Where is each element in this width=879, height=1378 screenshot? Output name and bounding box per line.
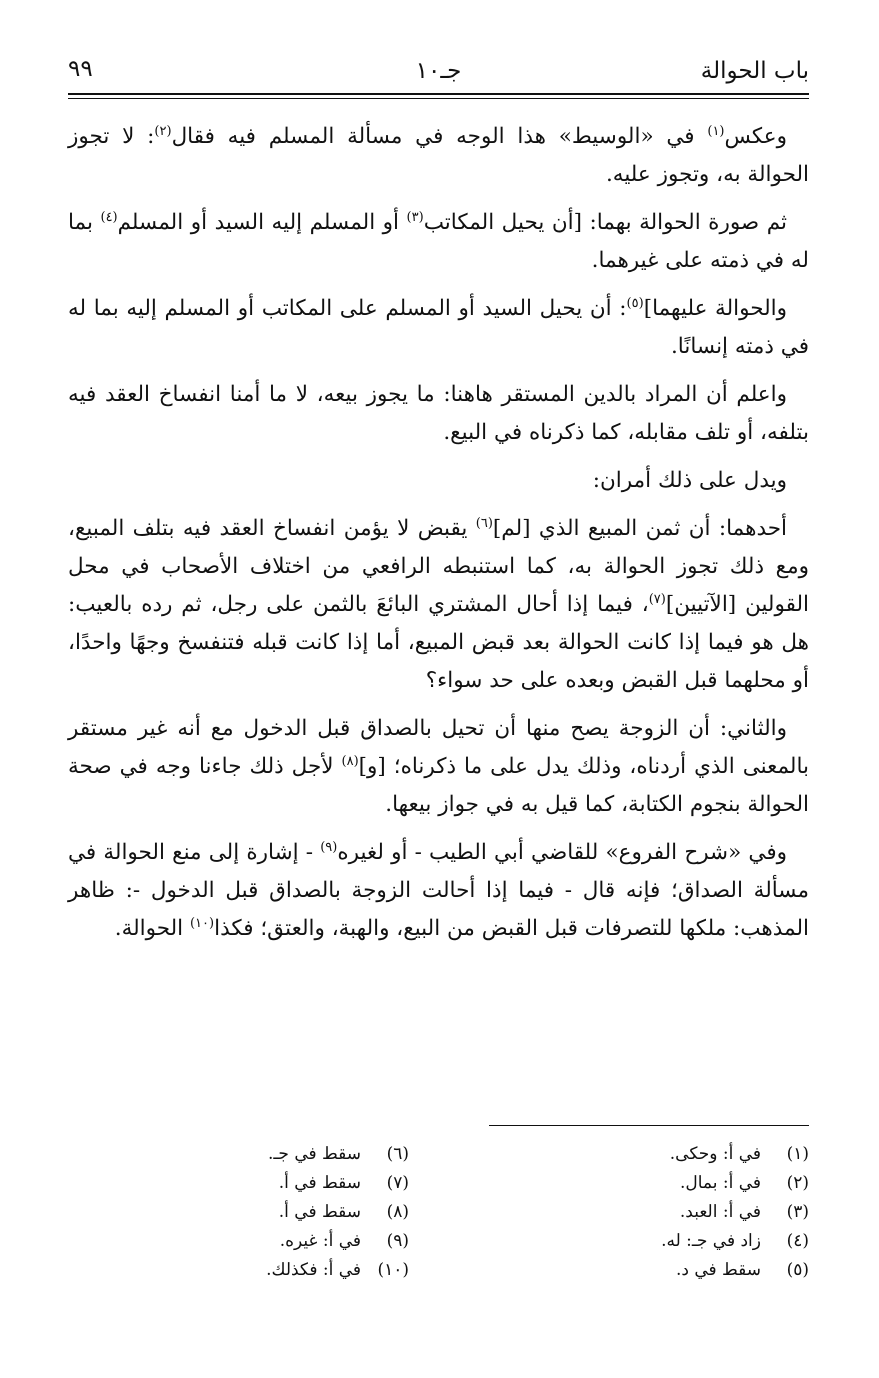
footnote-number: (٥) <box>786 1260 809 1280</box>
header-rule-thin <box>68 98 809 99</box>
footnote-marker: (١٠) <box>189 915 215 931</box>
footnote-number: (٣) <box>786 1202 809 1222</box>
text-run: ثم صورة الحوالة بهما: [أن يحيل المكاتب <box>423 210 787 235</box>
footnote-item <box>49 1169 409 1198</box>
paragraph <box>68 204 809 280</box>
text-run: يقبض لا يؤمن انفساخ العقد فيه بتلف المبيع، ومع ذلك تجوز الحوالة به، كما استنبطه الرافعي من اختلاف الأصحاب في محل القولين [الآتيين] <box>68 516 809 617</box>
footnote-marker: (٢) <box>154 123 172 139</box>
footnote-number: (١) <box>786 1144 809 1164</box>
footnote-marker: (٣) <box>406 209 424 225</box>
footnote-marker: (١) <box>707 123 725 139</box>
footnote-item <box>449 1256 809 1285</box>
footnote-marker: (٦) <box>475 515 493 531</box>
paragraph <box>68 290 809 366</box>
footnote-marker: (٥) <box>626 295 644 311</box>
paragraph <box>68 462 809 500</box>
text-run: : لا تجوز الحوالة به، وتجوز عليه. <box>68 124 809 187</box>
footnote-number: (٧) <box>386 1173 409 1193</box>
text-run: - إشارة إلى منع الحوالة في مسألة الصداق؛ فإنه قال - فيما إذا أحالت الزوجة بالصداق قبل الدخول -: ظاهر المذهب: ملكها للتصرفات قبل القبض من البيع، والهبة، والعتق؛ فكذا <box>68 840 809 941</box>
footnote-item <box>449 1140 809 1169</box>
text-run: وعكس <box>724 124 787 149</box>
footnote-number: (٢) <box>786 1173 809 1193</box>
footnote-text: سقط في جـ. <box>268 1144 361 1164</box>
paragraph <box>68 510 809 700</box>
text-run: : أن يحيل السيد أو المسلم على المكاتب أو المسلم إليه بما له في ذمته إنسانًا. <box>68 296 809 359</box>
text-run: في «الوسيط» هذا الوجه في مسألة المسلم فيه فقال <box>171 124 708 149</box>
text-run: ، فيما إذا أحال المشتري البائعَ بالثمن على رجل، ثم رده بالعيب: هل هو فيما إذا كانت الحوالة بعد قبض المبيع، أما إذا كانت قبله فتنفسخ وجهًا واحدًا، أو محلهما قبل القبض وبعده على حد سواء؟ <box>68 592 809 693</box>
paragraph <box>68 834 809 948</box>
paragraph <box>68 118 809 194</box>
paragraph <box>68 710 809 824</box>
footnote-item <box>49 1256 409 1285</box>
footnotes-column-right <box>449 1140 809 1285</box>
footnote-marker: (٩) <box>320 839 338 855</box>
page-number: ٩٩ <box>68 56 93 82</box>
footnote-text: سقط في أ. <box>278 1202 361 1222</box>
footnotes-column-left <box>49 1140 409 1285</box>
paragraph <box>68 376 809 452</box>
text-run: أحدهما: أن ثمن المبيع الذي [لم] <box>492 516 787 541</box>
footnote-text: في أ: غيره. <box>279 1231 361 1251</box>
footnote-marker: (٨) <box>341 753 359 769</box>
footnote-number: (١٠) <box>377 1260 409 1280</box>
footnote-number: (٨) <box>386 1202 409 1222</box>
text-run: ويدل على ذلك أمران: <box>592 468 787 493</box>
footnote-text: في أ: فكذلك. <box>266 1260 361 1280</box>
volume-label: جـ١٠ <box>415 58 462 84</box>
footnote-marker: (٧) <box>648 591 666 607</box>
footnote-item <box>49 1140 409 1169</box>
header-rule-thick <box>68 93 809 95</box>
footnote-item <box>49 1198 409 1227</box>
footnote-number: (٤) <box>786 1231 809 1251</box>
text-run: واعلم أن المراد بالدين المستقر هاهنا: ما يجوز بيعه، لا ما أمنا انفساخ العقد فيه بتلفه، أو تلف مقابله، كما ذكرناه في البيع. <box>68 382 809 445</box>
text-run: الحوالة. <box>114 916 190 941</box>
chapter-title: باب الحوالة <box>700 58 809 84</box>
footnote-marker: (٤) <box>100 209 118 225</box>
footnote-text: سقط في د. <box>675 1260 761 1280</box>
text-run: وفي «شرح الفروع» للقاضي أبي الطيب - أو لغيره <box>337 840 787 865</box>
text-run: والحوالة عليهما] <box>643 296 787 321</box>
text-run: بما له في ذمته على غيرهما. <box>68 210 809 273</box>
text-run: لأجل ذلك جاءنا وجه في صحة الحوالة بنجوم الكتابة، كما قيل به في جواز بيعها. <box>68 754 809 817</box>
footnote-text: في أ: وحكى. <box>669 1144 761 1164</box>
footnote-item <box>449 1169 809 1198</box>
footnote-number: (٦) <box>386 1144 409 1164</box>
footnote-text: في أ: العبد. <box>679 1202 761 1222</box>
footnote-number: (٩) <box>386 1231 409 1251</box>
footnote-item <box>449 1198 809 1227</box>
text-run: أو المسلم إليه السيد أو المسلم <box>117 210 407 235</box>
footnote-item <box>449 1227 809 1256</box>
footnote-text: زاد في جـ: له. <box>661 1231 761 1251</box>
main-text <box>68 118 809 958</box>
text-run: والثاني: أن الزوجة يصح منها أن تحيل بالصداق قبل الدخول مع أنه غير مستقر بالمعنى الذي أردناه، وذلك يدل على ما ذكرناه؛ [و] <box>68 716 809 779</box>
footnote-item <box>49 1227 409 1256</box>
footnote-text: سقط في أ. <box>278 1173 361 1193</box>
page-header <box>68 52 809 92</box>
footnote-text: في أ: بمال. <box>679 1173 761 1193</box>
footnote-separator <box>489 1125 809 1126</box>
